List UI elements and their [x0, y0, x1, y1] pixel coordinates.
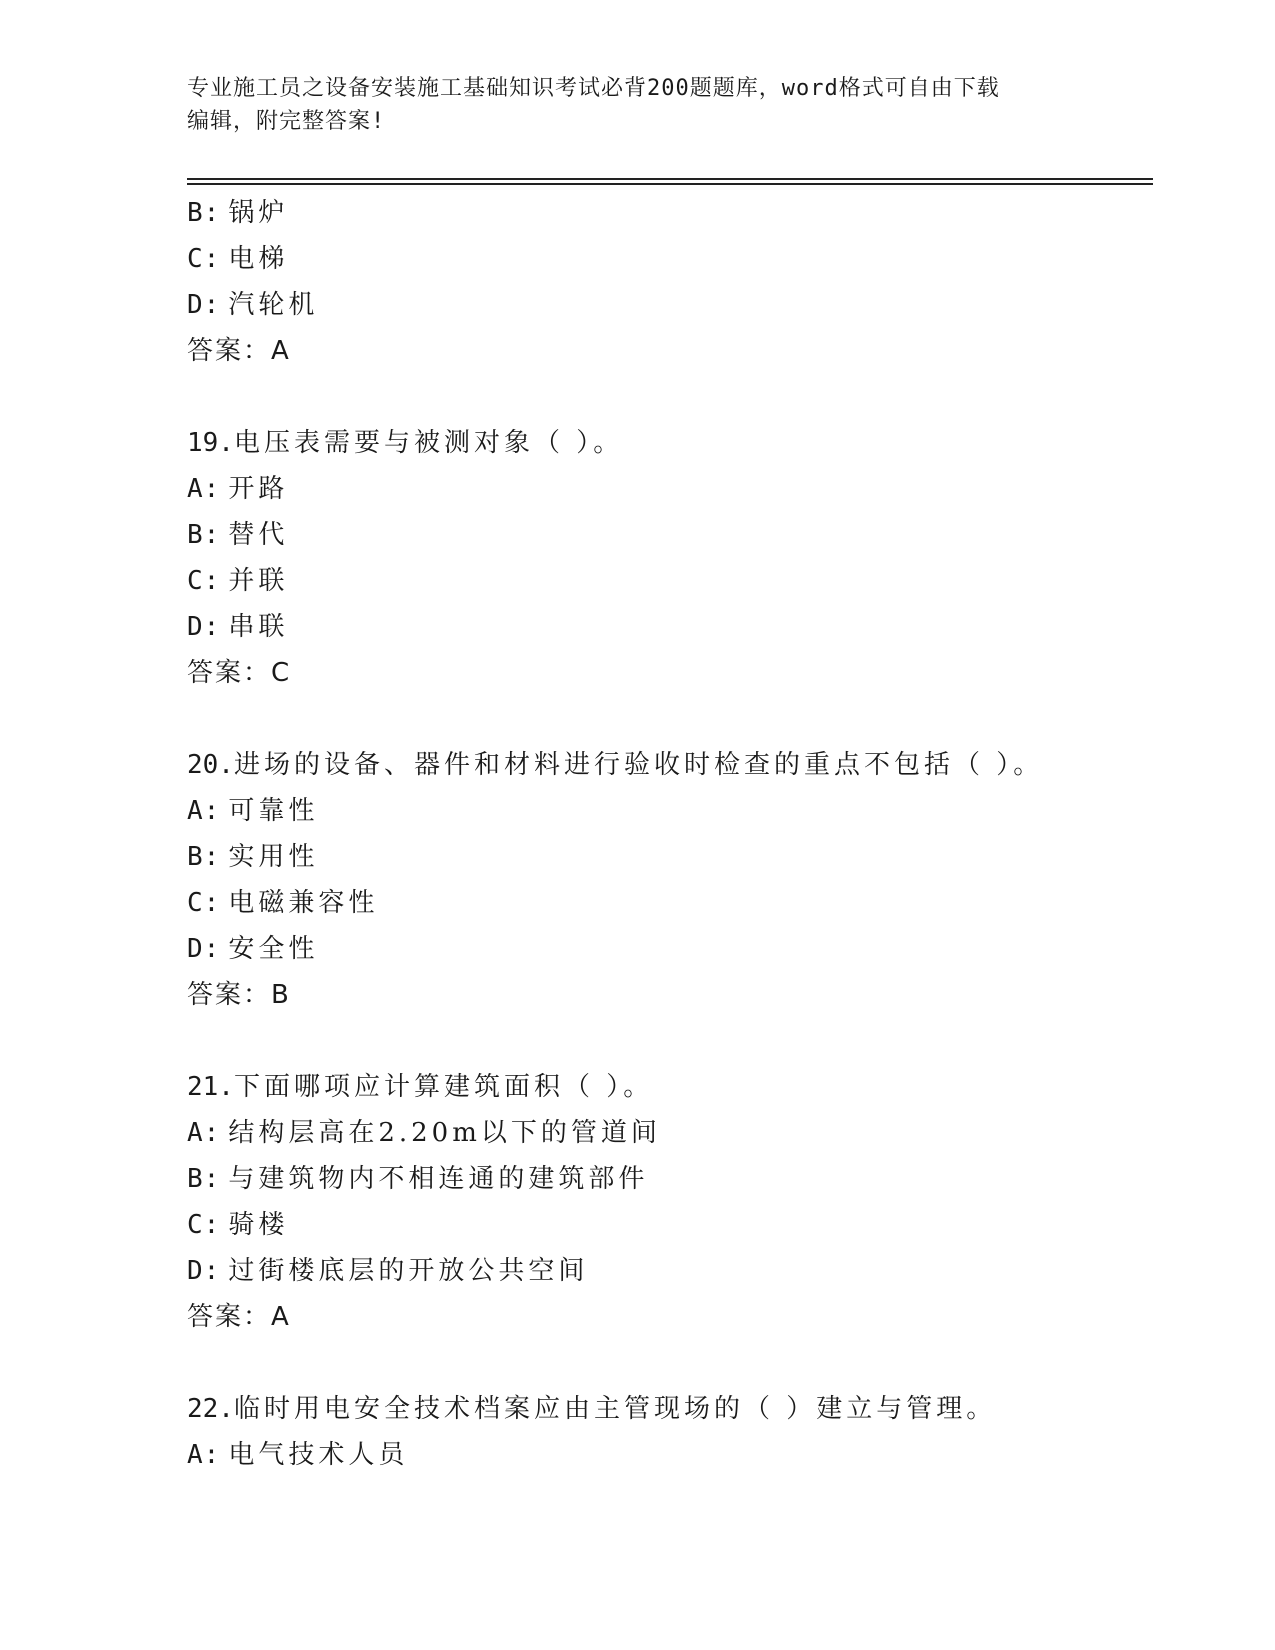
option-text: 电磁兼容性 [228, 888, 379, 918]
option-text: 骑楼 [228, 1210, 289, 1240]
question-19 [187, 420, 1153, 696]
question-text: 电压表需要与被测对象（ ）。 [233, 428, 624, 458]
option-a [187, 1432, 1153, 1478]
option-b [187, 190, 1153, 236]
option-a [187, 788, 1153, 834]
question-20 [187, 742, 1153, 1018]
option-prefix: B: [187, 1164, 221, 1194]
question-text: 下面哪项应计算建筑面积（ ）。 [233, 1072, 654, 1102]
question-22 [187, 1386, 1153, 1478]
question-21 [187, 1064, 1153, 1340]
question-stem [187, 1064, 1153, 1110]
option-prefix: D: [187, 290, 221, 320]
option-text: 安全性 [228, 934, 319, 964]
option-text: 电气技术人员 [228, 1440, 409, 1470]
option-text: 替代 [228, 520, 289, 550]
question-stem [187, 420, 1153, 466]
option-prefix: D: [187, 612, 221, 642]
header-divider-bottom [187, 183, 1153, 185]
option-text: 过街楼底层的开放公共空间 [228, 1256, 589, 1286]
header-title-line-1: 专业施工员之设备安装施工基础知识考试必背200题题库，word格式可自由下载 [187, 76, 1000, 101]
question-text: 进场的设备、器件和材料进行验收时检查的重点不包括（ ）。 [233, 750, 1044, 780]
option-prefix: A: [187, 474, 221, 504]
question-number: 20. [187, 750, 234, 780]
question-number: 22. [187, 1394, 234, 1424]
option-text: 串联 [228, 612, 289, 642]
option-text: 锅炉 [228, 198, 289, 228]
question-number: 21. [187, 1072, 234, 1102]
option-text: 结构层高在2.20m以下的管道间 [228, 1118, 661, 1148]
option-d [187, 282, 1153, 328]
document-header [187, 72, 1087, 138]
spacer [187, 1018, 1153, 1064]
option-prefix: B: [187, 842, 221, 872]
option-d [187, 604, 1153, 650]
option-c [187, 1202, 1153, 1248]
header-divider-top [187, 178, 1153, 180]
question-stem [187, 1386, 1153, 1432]
option-prefix: D: [187, 1256, 221, 1286]
option-b [187, 834, 1153, 880]
spacer [187, 374, 1153, 420]
option-c [187, 236, 1153, 282]
option-text: 与建筑物内不相连通的建筑部件 [228, 1164, 649, 1194]
option-prefix: A: [187, 1118, 221, 1148]
question-stem [187, 742, 1153, 788]
header-title-line-2: 编辑，附完整答案! [187, 109, 386, 134]
option-text: 开路 [228, 474, 289, 504]
option-prefix: C: [187, 1210, 221, 1240]
answer-line: 答案：A [187, 1302, 291, 1332]
question-text: 临时用电安全技术档案应由主管现场的（ ）建立与管理。 [233, 1394, 997, 1424]
option-prefix: C: [187, 244, 221, 274]
option-text: 汽轮机 [228, 290, 319, 320]
option-prefix: B: [187, 198, 221, 228]
spacer [187, 696, 1153, 742]
option-text: 可靠性 [228, 796, 319, 826]
spacer [187, 1340, 1153, 1386]
question-list [187, 190, 1153, 1478]
option-a [187, 1110, 1153, 1156]
option-b [187, 1156, 1153, 1202]
answer-line: 答案：C [187, 658, 292, 688]
option-prefix: A: [187, 796, 221, 826]
question-18-tail [187, 190, 1153, 374]
question-number: 19. [187, 428, 234, 458]
option-d [187, 1248, 1153, 1294]
option-c [187, 558, 1153, 604]
option-c [187, 880, 1153, 926]
option-prefix: B: [187, 520, 221, 550]
option-prefix: A: [187, 1440, 221, 1470]
option-a [187, 466, 1153, 512]
answer-line: 答案：A [187, 336, 291, 366]
option-text: 并联 [228, 566, 289, 596]
option-text: 电梯 [228, 244, 289, 274]
option-prefix: D: [187, 934, 221, 964]
answer-line: 答案：B [187, 980, 291, 1010]
option-prefix: C: [187, 566, 221, 596]
option-text: 实用性 [228, 842, 319, 872]
option-d [187, 926, 1153, 972]
option-b [187, 512, 1153, 558]
option-prefix: C: [187, 888, 221, 918]
